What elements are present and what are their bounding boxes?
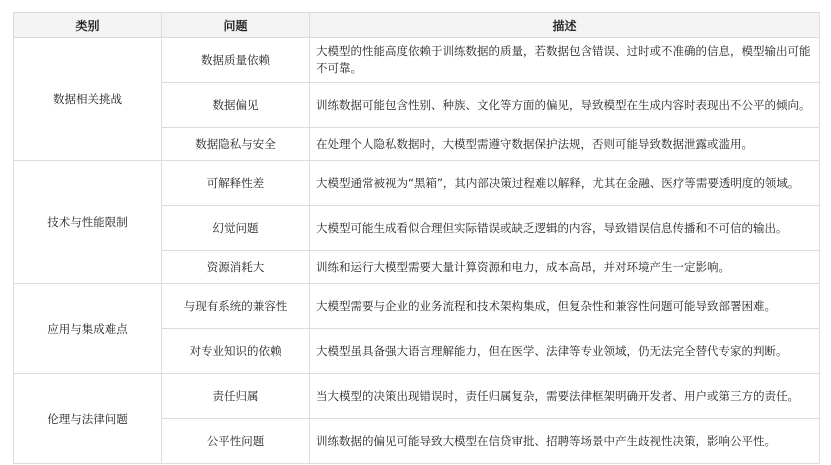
- header-category: 类别: [14, 13, 162, 38]
- category-cell: 应用与集成难点: [14, 284, 162, 374]
- table-row: [14, 284, 820, 329]
- description-cell: 大模型需要与企业的业务流程和技术架构集成，但复杂性和兼容性问题可能导致部署困难。: [310, 284, 820, 329]
- header-row: [14, 13, 820, 38]
- issue-cell: 可解释性差: [162, 161, 310, 206]
- description-cell: 大模型通常被视为“黑箱”，其内部决策过程难以解释，尤其在金融、医疗等需要透明度的领域。: [310, 161, 820, 206]
- issue-cell: 幻觉问题: [162, 206, 310, 251]
- issue-cell: 数据偏见: [162, 83, 310, 128]
- issue-cell: 责任归属: [162, 374, 310, 419]
- issue-cell: 数据隐私与安全: [162, 128, 310, 161]
- description-cell: 大模型可能生成看似合理但实际错误或缺乏逻辑的内容，导致错误信息传播和不可信的输出。: [310, 206, 820, 251]
- table-row: [14, 374, 820, 419]
- description-cell: 训练数据的偏见可能导致大模型在信贷审批、招聘等场景中产生歧视性决策，影响公平性。: [310, 419, 820, 464]
- issue-cell: 资源消耗大: [162, 251, 310, 284]
- description-cell: 训练和运行大模型需要大量计算资源和电力，成本高昂，并对环境产生一定影响。: [310, 251, 820, 284]
- description-cell: 大模型虽具备强大语言理解能力，但在医学、法律等专业领域，仍无法完全替代专家的判断。: [310, 329, 820, 374]
- description-cell: 在处理个人隐私数据时，大模型需遵守数据保护法规，否则可能导致数据泄露或滥用。: [310, 128, 820, 161]
- challenges-table: [13, 12, 820, 464]
- category-cell: 伦理与法律问题: [14, 374, 162, 464]
- header-issue: 问题: [162, 13, 310, 38]
- table-row: [14, 161, 820, 206]
- category-cell: 数据相关挑战: [14, 38, 162, 161]
- issue-cell: 与现有系统的兼容性: [162, 284, 310, 329]
- description-cell: 训练数据可能包含性别、种族、文化等方面的偏见，导致模型在生成内容时表现出不公平的倾向。: [310, 83, 820, 128]
- issue-cell: 对专业知识的依赖: [162, 329, 310, 374]
- description-cell: 当大模型的决策出现错误时，责任归属复杂，需要法律框架明确开发者、用户或第三方的责任。: [310, 374, 820, 419]
- issue-cell: 数据质量依赖: [162, 38, 310, 83]
- issue-cell: 公平性问题: [162, 419, 310, 464]
- description-cell: 大模型的性能高度依赖于训练数据的质量，若数据包含错误、过时或不准确的信息，模型输出可能不可靠。: [310, 38, 820, 83]
- table-row: [14, 38, 820, 83]
- category-cell: 技术与性能限制: [14, 161, 162, 284]
- header-description: 描述: [310, 13, 820, 38]
